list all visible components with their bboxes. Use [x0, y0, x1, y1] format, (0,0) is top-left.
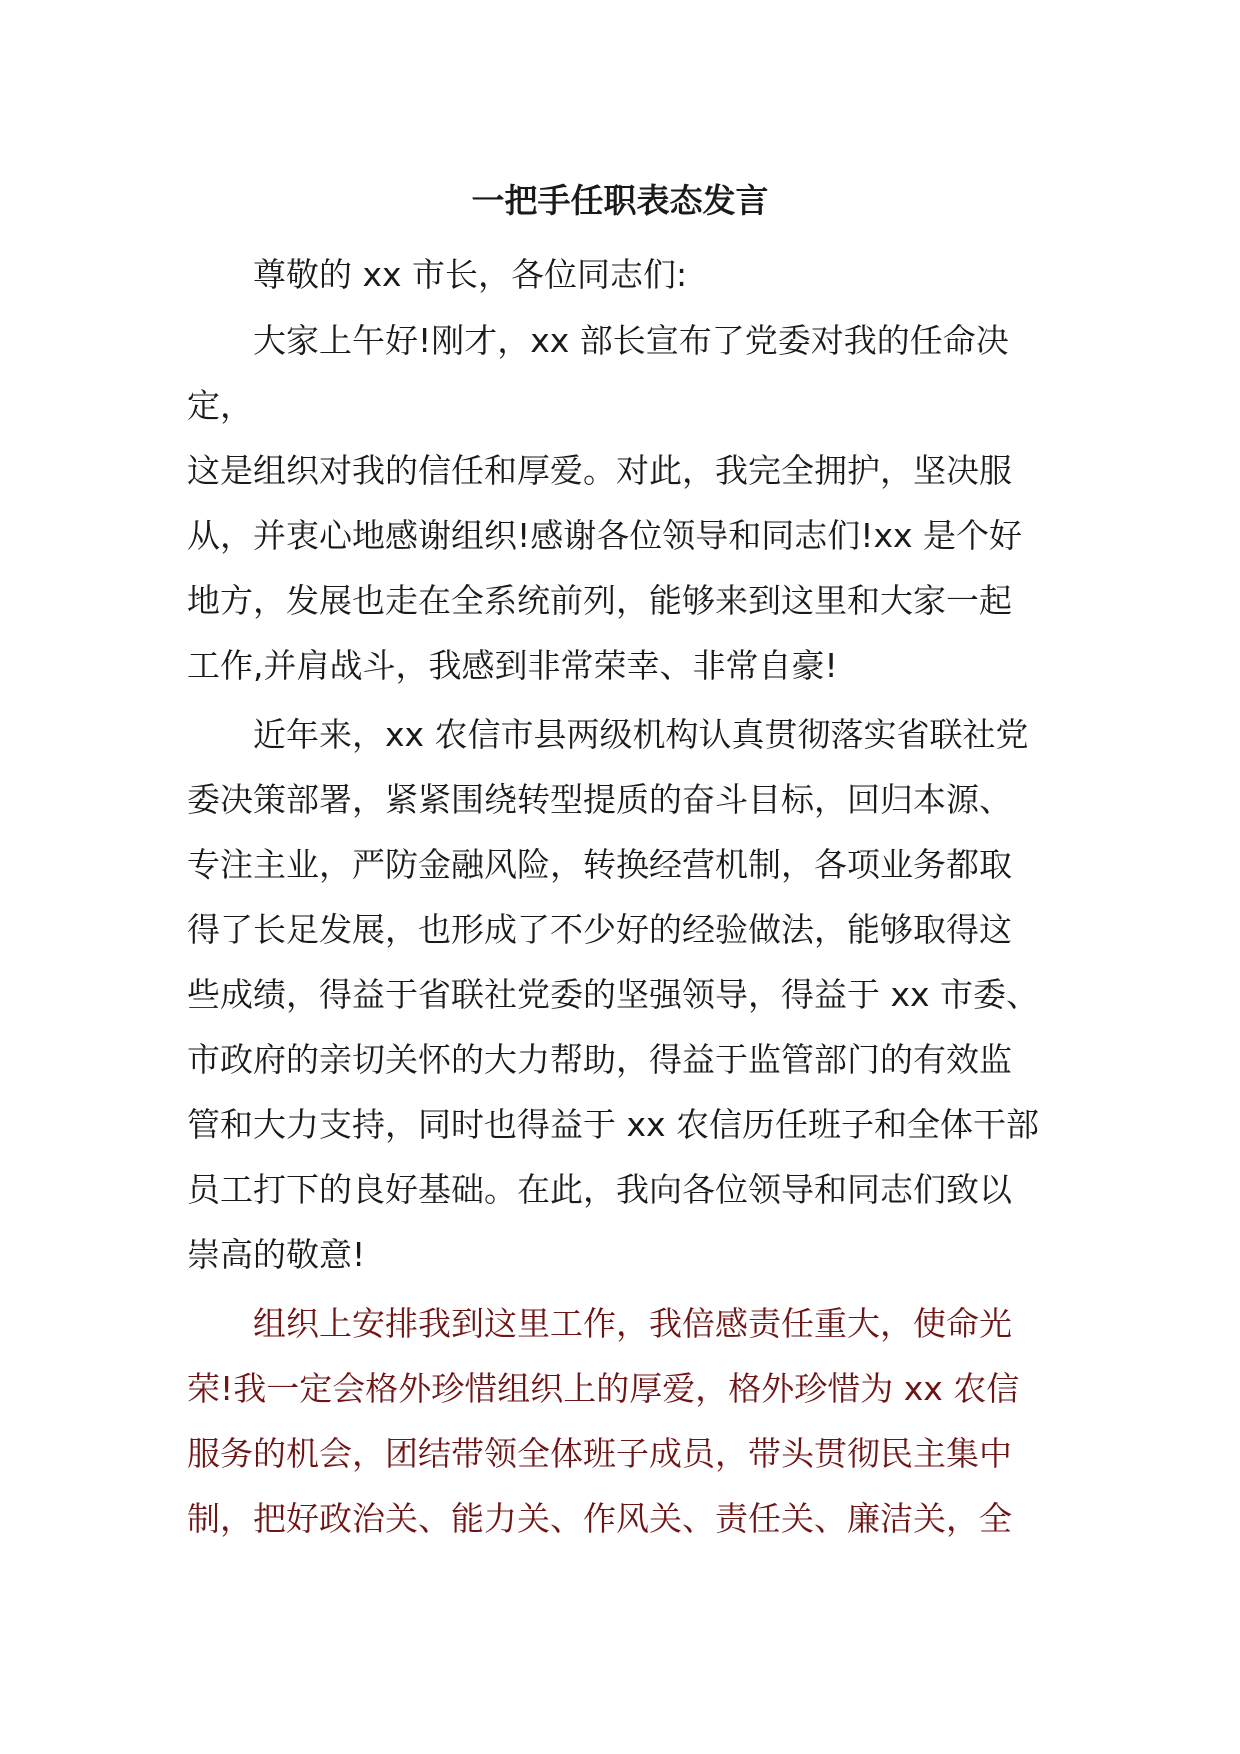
paragraph-line: 服务的机会，团结带领全体班子成员，带头贯彻民主集中 — [187, 1434, 1012, 1473]
paragraph-line: 委决策部署，紧紧围绕转型提质的奋斗目标，回归本源、 — [187, 780, 1012, 819]
document-title: 一把手任职表态发言 — [471, 181, 769, 220]
paragraph-line: 崇高的敬意! — [187, 1235, 366, 1274]
paragraph-line: 管和大力支持，同时也得益于 xx 农信历任班子和全体干部 — [187, 1105, 1040, 1144]
greeting-paragraph — [187, 308, 1073, 698]
paragraph-line: 大家上午好!刚才，xx 部长宣布了党委对我的任命决定， — [187, 321, 1009, 425]
achievements-paragraph — [187, 702, 1073, 1287]
paragraph-line: 专注主业，严防金融风险，转换经营机制，各项业务都取 — [187, 845, 1012, 884]
paragraph-line: 制，把好政治关、能力关、作风关、责任关、廉洁关，全 — [187, 1499, 1012, 1538]
paragraph-line: 从，并衷心地感谢组织!感谢各位领导和同志们!xx 是个好 — [187, 516, 1023, 555]
paragraph-line: 尊敬的 xx 市长，各位同志们: — [253, 255, 688, 294]
document-body — [187, 242, 1073, 1551]
paragraph-line: 地方，发展也走在全系统前列，能够来到这里和大家一起 — [187, 581, 1012, 620]
paragraph-line: 员工打下的良好基础。在此，我向各位领导和同志们致以 — [187, 1170, 1012, 1209]
salutation-paragraph — [187, 242, 1073, 307]
paragraph-line: 些成绩，得益于省联社党委的坚强领导，得益于 xx 市委、 — [187, 975, 1040, 1014]
paragraph-line: 得了长足发展，也形成了不少好的经验做法，能够取得这 — [187, 910, 1012, 949]
paragraph-line: 荣!我一定会格外珍惜组织上的厚爱，格外珍惜为 xx 农信 — [187, 1369, 1020, 1408]
paragraph-line: 市政府的亲切关怀的大力帮助，得益于监管部门的有效监 — [187, 1040, 1012, 1079]
commitment-paragraph — [187, 1291, 1073, 1551]
paragraph-line: 工作,并肩战斗，我感到非常荣幸、非常自豪! — [187, 646, 838, 685]
paragraph-line: 组织上安排我到这里工作，我倍感责任重大，使命光 — [253, 1304, 1012, 1343]
paragraph-line: 这是组织对我的信任和厚爱。对此，我完全拥护，坚决服 — [187, 451, 1012, 490]
paragraph-line: 近年来，xx 农信市县两级机构认真贯彻落实省联社党 — [253, 715, 1029, 754]
